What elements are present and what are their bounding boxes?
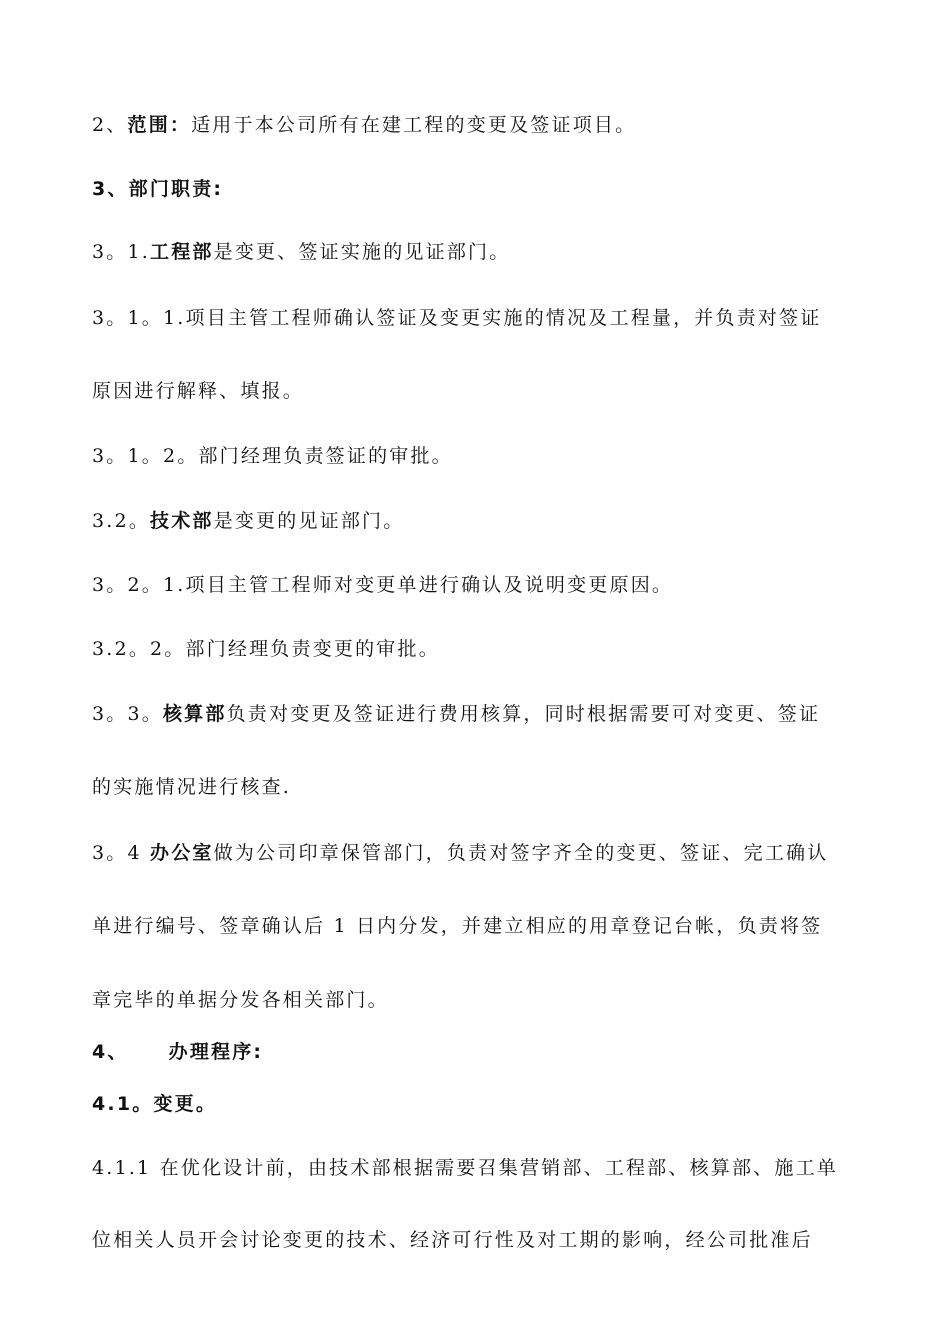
- para-3-4-line2: 单进行编号、签章确认后 1 日内分发，并建立相应的用章登记台帐，负责将签: [92, 915, 823, 937]
- para-3-1: [92, 243, 510, 262]
- section-3-heading: 3、部门职责:: [92, 178, 224, 200]
- scope-number: 2、: [92, 114, 128, 136]
- para-3-2-text: 是变更的见证部门。: [213, 510, 405, 532]
- scope-paragraph: [92, 116, 636, 135]
- para-3-2: [92, 512, 404, 531]
- para-4-1-1-line2: 位相关人员开会讨论变更的技术、经济可行性及对工期的影响，经公司批准后: [92, 1229, 813, 1251]
- para-3-1-1-line2: 原因进行解释、填报。: [92, 380, 305, 402]
- para-3-1-text: 是变更、签证实施的见证部门。: [213, 241, 511, 263]
- para-3-3-line2: 的实施情况进行核查.: [92, 776, 292, 798]
- section-4-1-heading: 4.1。变更。: [92, 1093, 218, 1115]
- office-label: 办公室: [150, 842, 214, 864]
- section-4-heading: [92, 1043, 263, 1062]
- para-3-1-1-line1: 3。1。1.项目主管工程师确认签证及变更实施的情况及工程量，并负责对签证: [92, 307, 822, 329]
- para-3-1-2: 3。1。2。部门经理负责签证的审批。: [92, 445, 453, 467]
- para-4-1-1-line1: 4.1.1 在优化设计前，由技术部根据需要召集营销部、工程部、核算部、施工单: [92, 1157, 838, 1179]
- para-3-2-1: 3。2。1.项目主管工程师对变更单进行确认及说明变更原因。: [92, 574, 674, 596]
- para-3-2-2: 3.2。2。部门经理负责变更的审批。: [92, 638, 440, 660]
- technical-dept-label: 技术部: [150, 510, 214, 532]
- section-4-title: 办理程序:: [168, 1041, 264, 1063]
- scope-heading: 范围：: [127, 114, 192, 136]
- para-3-1-number: 3。1.: [92, 241, 151, 263]
- scope-text: 适用于本公司所有在建工程的变更及签证项目。: [191, 114, 637, 136]
- engineering-dept-label: 工程部: [150, 241, 214, 263]
- para-3-3-text: 负责对变更及签证进行费用核算，同时根据需要可对变更、签证: [226, 703, 821, 725]
- section-4-number: 4、: [92, 1041, 129, 1063]
- para-3-4-line1: [92, 844, 828, 863]
- para-3-3-number: 3。3。: [92, 703, 163, 725]
- para-3-4-line3: 章完毕的单据分发各相关部门。: [92, 989, 389, 1011]
- para-3-3-line1: [92, 705, 820, 724]
- para-3-4-number: 3。4: [92, 842, 151, 864]
- para-3-4-text: 做为公司印章保管部门，负责对签字齐全的变更、签证、完工确认: [213, 842, 829, 864]
- accounting-dept-label: 核算部: [162, 703, 227, 725]
- para-3-2-number: 3.2。: [92, 510, 151, 532]
